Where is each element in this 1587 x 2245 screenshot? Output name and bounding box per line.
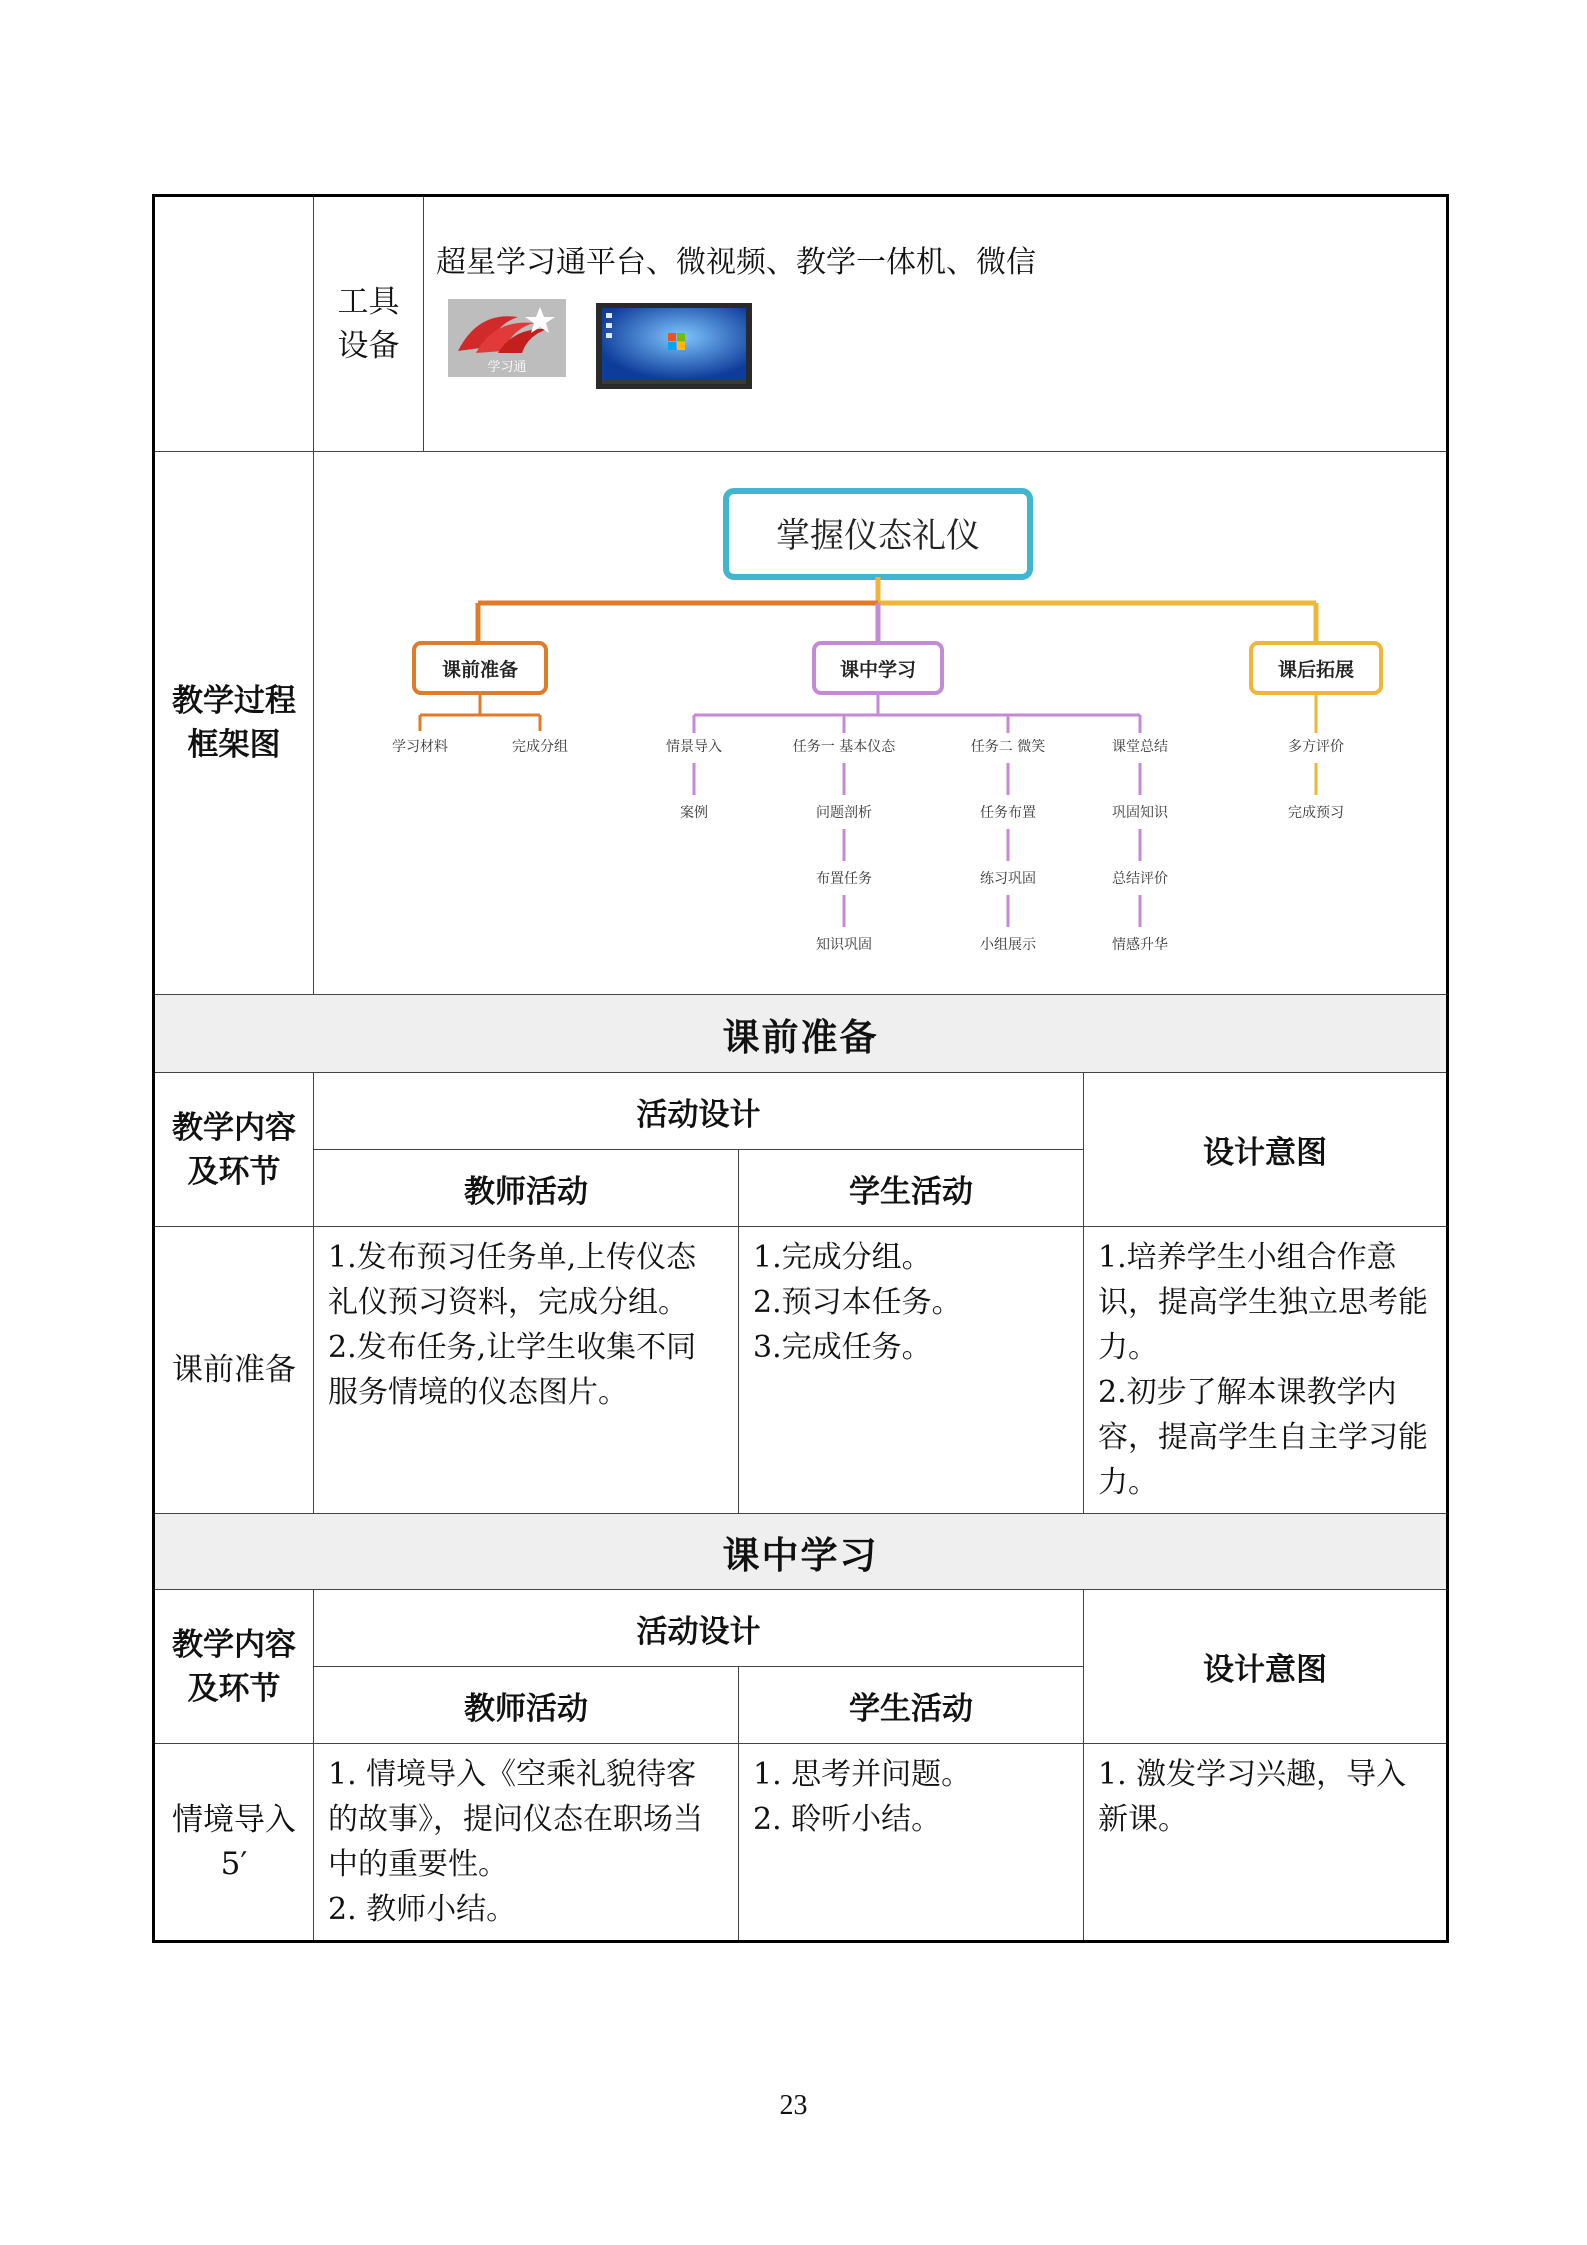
item-knowledge-consolidation: 知识巩固 — [816, 937, 872, 953]
tools-empty-cell — [154, 196, 314, 452]
pre-header-content — [154, 1073, 314, 1227]
in-teacher-item-2: 2. 教师小结。 — [328, 1892, 517, 1927]
pre-teacher-item-2: 2.发布任务,让学生收集不同服务情境的仪态图片。 — [328, 1330, 697, 1410]
in-header-row1 — [154, 1590, 1448, 1667]
in-header-intent: 设计意图 — [1084, 1590, 1448, 1744]
in-stage — [154, 1744, 314, 1942]
col-summary: 课堂总结 — [1112, 739, 1168, 755]
item-group-show: 小组展示 — [980, 937, 1036, 953]
framework-diagram-cell — [314, 452, 1448, 995]
pre-header-content-line1: 教学内容 — [172, 1109, 296, 1146]
in-header-content-line2: 及环节 — [187, 1670, 281, 1707]
tools-text: 超星学习通平台、微视频、教学一体机、微信 — [436, 245, 1036, 280]
teaching-monitor-image — [596, 303, 752, 389]
in-teacher-activity — [314, 1744, 739, 1942]
in-teacher-item-1: 1. 情境导入《空乘礼貌待客的故事》，提问仪态在职场当中的重要性。 — [328, 1757, 703, 1882]
framework-label-line2: 框架图 — [187, 727, 281, 763]
item-evaluation: 总结评价 — [1112, 871, 1168, 887]
in-student-activity — [739, 1744, 1084, 1942]
leaf-grouping: 完成分组 — [512, 739, 568, 755]
pre-student-item-3: 3.完成任务。 — [753, 1330, 932, 1365]
pre-header-activity: 活动设计 — [314, 1073, 1084, 1150]
framework-label — [154, 452, 314, 995]
section-pre-class-title: 课前准备 — [154, 995, 1448, 1073]
xuexitong-logo — [448, 299, 566, 377]
branch-pre-class-label: 课前准备 — [441, 659, 519, 681]
page-number: 23 — [779, 2090, 808, 2121]
col-multi-eval: 多方评价 — [1288, 739, 1344, 755]
in-student-item-2: 2. 聆听小结。 — [753, 1802, 942, 1837]
pre-intent-item-2: 2.初步了解本课教学内容，提高学生自主学习能力。 — [1098, 1375, 1428, 1500]
in-student-item-1: 1. 思考并问题。 — [753, 1757, 972, 1792]
pre-student-item-1: 1.完成分组。 — [753, 1240, 932, 1275]
tools-label-line1: 工具 — [337, 284, 400, 320]
in-stage-line1: 情境导入 — [172, 1802, 296, 1838]
in-header-teacher: 教师活动 — [314, 1667, 739, 1744]
framework-label-line1: 教学过程 — [172, 683, 296, 719]
in-stage-line2: 5′ — [220, 1846, 248, 1882]
leaf-study-materials: 学习材料 — [392, 739, 448, 755]
logo-text: 学习通 — [487, 360, 527, 375]
item-preview: 完成预习 — [1288, 805, 1344, 821]
item-case: 案例 — [680, 805, 708, 821]
tools-row — [154, 196, 1448, 452]
section-in-class-title: 课中学习 — [154, 1514, 1448, 1590]
pre-header-row1 — [154, 1073, 1448, 1150]
pre-teacher-activity — [314, 1227, 739, 1514]
in-header-content-line1: 教学内容 — [172, 1626, 296, 1663]
in-content-row — [154, 1744, 1448, 1942]
pre-student-activity — [739, 1227, 1084, 1514]
branch-after-class-label: 课后拓展 — [1277, 659, 1355, 681]
col-task1: 任务一 基本仪态 — [792, 739, 896, 755]
in-intent-item-1: 1. 激发学习兴趣，导入新课。 — [1098, 1757, 1407, 1837]
section-pre-class-row — [154, 995, 1448, 1073]
pre-content-row — [154, 1227, 1448, 1514]
tools-content — [424, 196, 1448, 452]
in-header-student: 学生活动 — [739, 1667, 1084, 1744]
framework-row — [154, 452, 1448, 995]
pre-intent — [1084, 1227, 1448, 1514]
pre-header-student: 学生活动 — [739, 1150, 1084, 1227]
section-in-class-row — [154, 1514, 1448, 1590]
item-problem-analysis: 问题剖析 — [816, 805, 872, 821]
item-practice: 练习巩固 — [980, 871, 1036, 887]
xuexitong-logo-icon — [448, 299, 566, 377]
in-header-content — [154, 1590, 314, 1744]
tools-label — [314, 196, 424, 452]
pre-header-teacher: 教师活动 — [314, 1150, 739, 1227]
branch-in-class-label: 课中学习 — [839, 659, 917, 681]
item-task-arrangement: 任务布置 — [980, 805, 1036, 821]
col-task2: 任务二 微笑 — [970, 739, 1046, 755]
lesson-plan-table — [152, 194, 1449, 1943]
in-header-activity: 活动设计 — [314, 1590, 1084, 1667]
pre-stage: 课前准备 — [154, 1227, 314, 1514]
pre-student-item-2: 2.预习本任务。 — [753, 1285, 962, 1320]
item-consolidate: 巩固知识 — [1112, 805, 1168, 821]
pre-intent-item-1: 1.培养学生小组合作意识，提高学生独立思考能力。 — [1098, 1240, 1428, 1365]
item-assign-task: 布置任务 — [816, 871, 872, 887]
in-intent — [1084, 1744, 1448, 1942]
col-scenario-intro: 情景导入 — [666, 739, 722, 755]
pre-header-intent: 设计意图 — [1084, 1073, 1448, 1227]
pre-header-content-line2: 及环节 — [187, 1153, 281, 1190]
item-emotion: 情感升华 — [1112, 937, 1168, 953]
monitor-icon — [596, 303, 752, 389]
tools-label-line2: 设备 — [337, 328, 400, 364]
pre-teacher-item-1: 1.发布预习任务单,上传仪态礼仪预习资料，完成分组。 — [328, 1240, 697, 1320]
root-node-label: 掌握仪态礼仪 — [776, 516, 980, 556]
framework-diagram — [314, 453, 1444, 993]
